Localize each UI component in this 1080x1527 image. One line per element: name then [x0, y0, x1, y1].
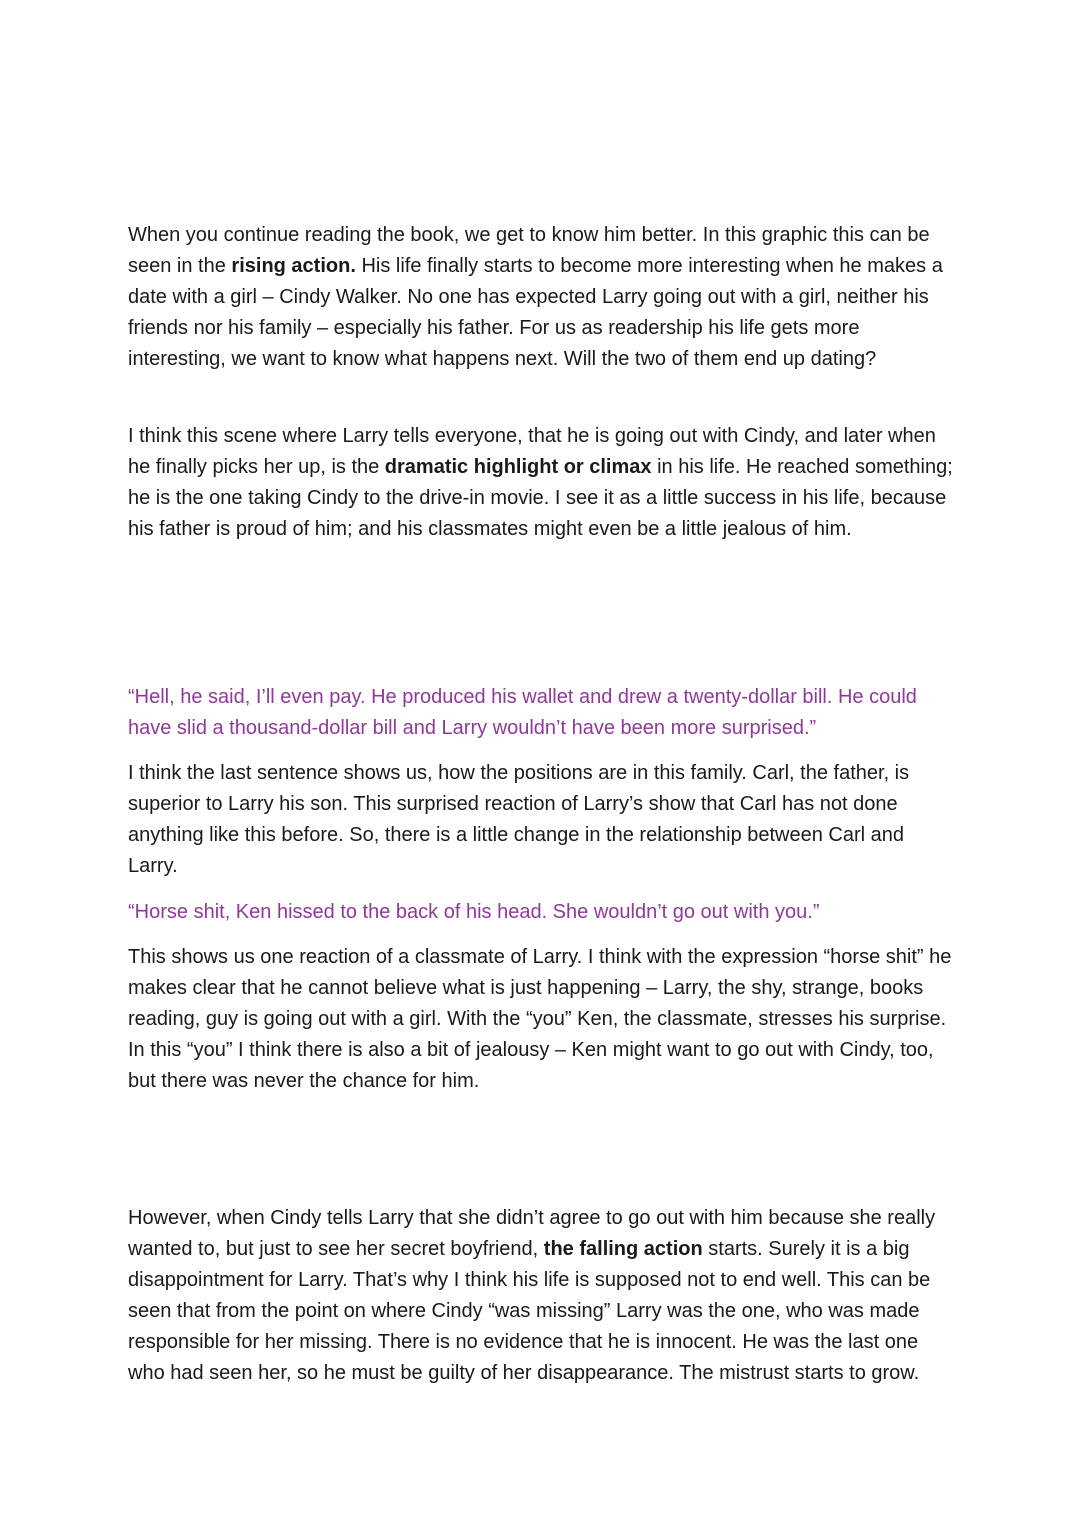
paragraph-text: I think this scene where Larry tells everyone, that he is going out with Cindy, and later when he finally picks her up, is the [128, 425, 936, 478]
quote-horse-shit: “Horse shit, Ken hissed to the back of his head. She wouldn’t go out with you.” [128, 901, 820, 923]
paragraph-text: in his life. He reached something; he is the one taking Cindy to the drive-in movie. I see it as a little success in his life, because his father is proud of him; and his classmates might even be a little jealous of him. [128, 456, 953, 540]
term-falling-action: the falling action [543, 1238, 703, 1260]
paragraph-rising-action [128, 220, 958, 375]
paragraph-text: However, when Cindy tells Larry that she didn’t agree to go out with him because she really wanted to, but just to see her secret boyfriend, [128, 1207, 936, 1260]
paragraph-falling-action [128, 1203, 958, 1389]
paragraph-text: His life finally starts to become more interesting when he makes a date with a girl – Cindy Walker. No one has expected Larry going out with a girl, neither his friends nor his family – especially his father. For us as readership his life gets more interesting, we want to know what happens next. Will the two of them end up dating? [128, 255, 943, 370]
quote-hell-he-said: “Hell, he said, I’ll even pay. He produced his wallet and drew a twenty-dollar bill. He could have slid a thousand-dollar bill and Larry wouldn’t have been more surprised.” [128, 686, 917, 739]
paragraph-family-positions: I think the last sentence shows us, how the positions are in this family. Carl, the father, is superior to Larry his son. This surprised reaction of Larry’s show that Carl has not done anything like this before. So, there is a little change in the relationship between Carl and Larry. [128, 762, 910, 877]
paragraph-climax [128, 421, 958, 545]
paragraph-classmate-reaction: This shows us one reaction of a classmate of Larry. I think with the expression “horse shit” he makes clear that he cannot believe what is just happening – Larry, the shy, strange, books reading, guy is going out with a girl. With the “you” Ken, the classmate, stresses his surprise. In this “you” I think there is also a bit of jealousy – Ken might want to go out with Cindy, too, but there was never the chance for him. [128, 946, 952, 1092]
term-rising-action: rising action. [231, 255, 356, 277]
paragraph-text: When you continue reading the book, we get to know him better. In this graphic this can be seen in the [128, 224, 930, 277]
term-climax: dramatic highlight or climax [384, 456, 652, 478]
paragraph-text: starts. Surely it is a big disappointment for Larry. That’s why I think his life is supposed not to end well. This can be seen that from the point on where Cindy “was missing” Larry was the one, who was made responsible for her missing. There is no evidence that he is innocent. He was the last one who had seen her, so he must be guilty of her disappearance. The mistrust starts to grow. [128, 1238, 931, 1384]
